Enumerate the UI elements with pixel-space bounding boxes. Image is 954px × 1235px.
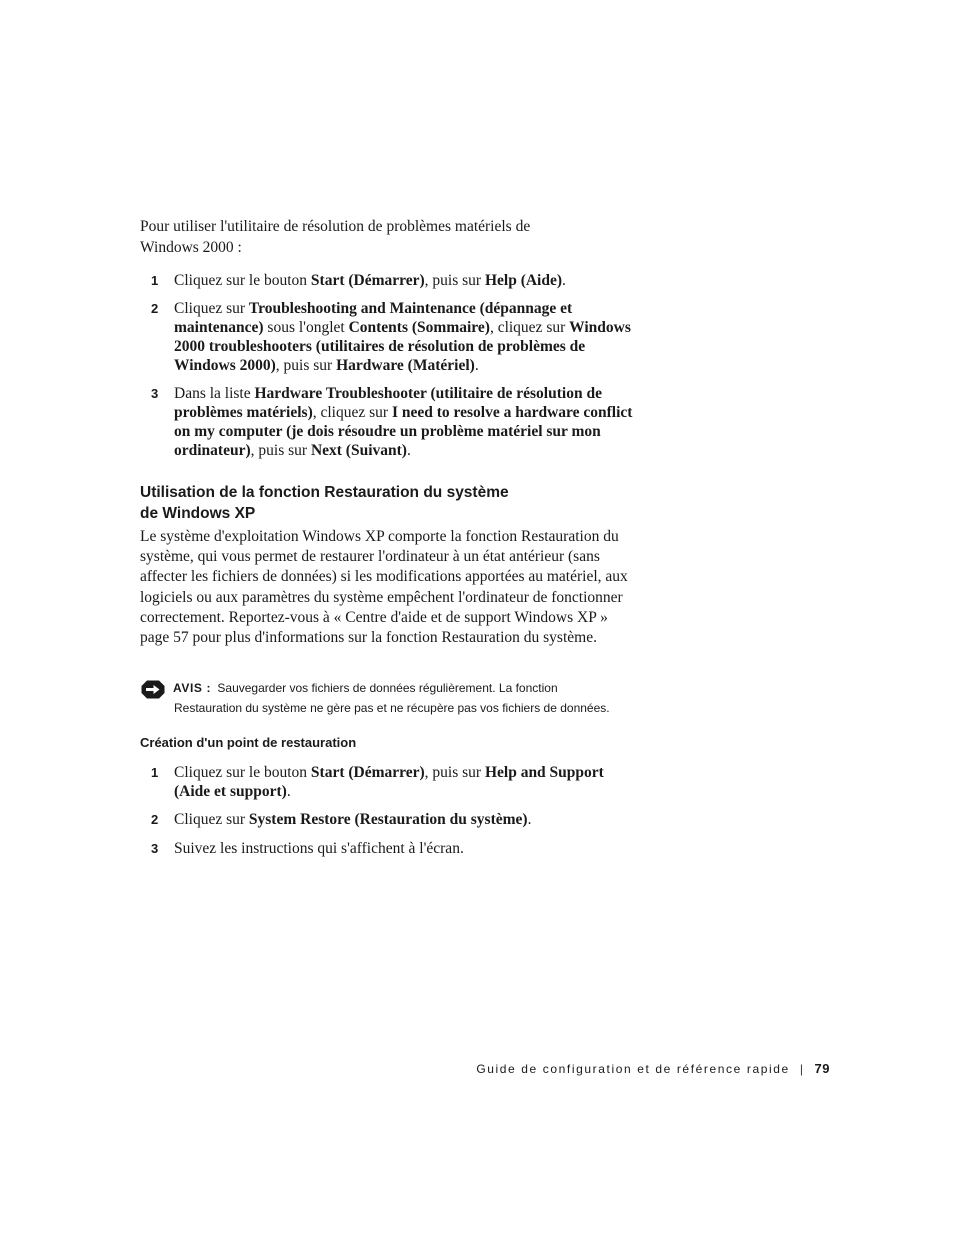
step-number: 3 bbox=[151, 841, 159, 856]
notice-label: AVIS : bbox=[173, 681, 212, 695]
list-item: 2 Cliquez sur System Restore (Restauration du système). bbox=[151, 811, 532, 828]
section-heading: Utilisation de la fonction Restauration du système de Windows XP bbox=[140, 484, 509, 522]
step-number: 1 bbox=[151, 273, 159, 288]
notice-arrow-icon bbox=[141, 680, 165, 699]
notice-line-2: Restauration du système ne gère pas et ne récupère pas vos fichiers de données. bbox=[174, 701, 610, 715]
list-item: 1 Cliquez sur le bouton Start (Démarrer), puis sur Help and Support (Aide et support). bbox=[151, 764, 604, 800]
page-number: 79 bbox=[814, 1061, 830, 1076]
list-item: 1 Cliquez sur le bouton Start (Démarrer), puis sur Help (Aide). bbox=[151, 272, 566, 289]
step-number: 2 bbox=[151, 301, 159, 316]
system-restore-paragraph: Le système d'exploitation Windows XP comporte la fonction Restauration du système, qui vous permet de restaurer l'ordinateur à un état antérieur (sans affecter les fichiers de données) si les modifications apportées au matériel, aux logiciels ou aux paramètres du système empêchent l'ordinateur de fonctionner correctement. Reportez-vous à « Centre d'aide et de support Windows XP » page 57 pour plus d'informations sur la fonction Restauration du système. bbox=[140, 528, 628, 647]
list-item: 2 Cliquez sur Troubleshooting and Maintenance (dépannage et maintenance) sous l'onglet Contents (Sommaire), cliquez sur Windows 2000 troubleshooters (utilitaires de résolution de problèmes de Windows 2000), puis sur Hardware (Matériel). bbox=[151, 300, 631, 374]
step-number: 3 bbox=[151, 386, 159, 401]
footer-title: Guide de configuration et de référence rapide bbox=[476, 1062, 790, 1076]
notice-line-1: AVIS : Sauvegarder vos fichiers de données régulièrement. La fonction bbox=[173, 681, 558, 695]
windows2000-steps bbox=[140, 271, 640, 460]
restore-point-steps bbox=[140, 763, 640, 858]
page-footer bbox=[476, 1061, 830, 1076]
step-number: 2 bbox=[151, 812, 159, 827]
intro-paragraph: Pour utiliser l'utilitaire de résolution de problèmes matériels de Windows 2000 : bbox=[140, 218, 531, 256]
list-item: 3 Dans la liste Hardware Troubleshooter (utilitaire de résolution de problèmes matériels), cliquez sur I need to resolve a hardware conflict on my computer (je dois résoudre un problème matériel sur mon ordinateur), puis sur Next (Suivant). bbox=[151, 385, 633, 459]
list-item: 3 Suivez les instructions qui s'affichent à l'écran. bbox=[151, 840, 464, 857]
subsection-heading: Création d'un point de restauration bbox=[140, 735, 357, 750]
step-number: 1 bbox=[151, 765, 159, 780]
footer-separator: | bbox=[799, 1062, 805, 1076]
